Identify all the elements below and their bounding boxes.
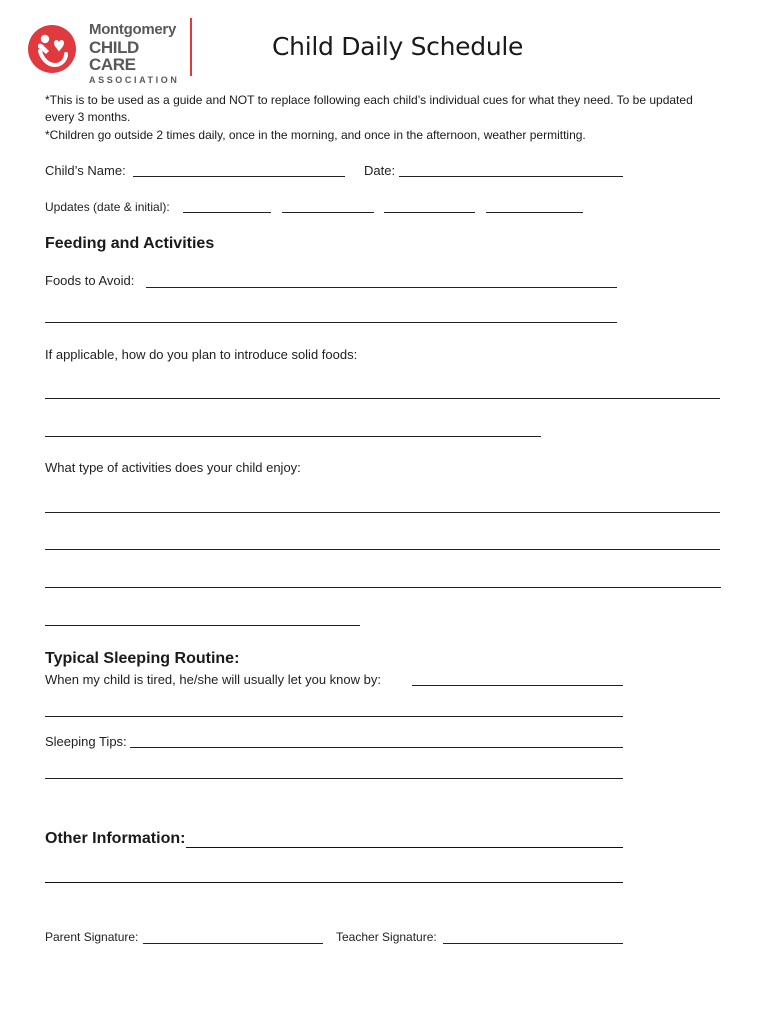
sleeping-heading: Typical Sleeping Routine: <box>45 650 240 667</box>
teacher-signature-field[interactable] <box>443 943 623 944</box>
sleeping-tips-field-2[interactable] <box>45 778 623 779</box>
logo-line-association: ASSOCIATION <box>89 75 180 85</box>
activities-label: What type of activities does your child enjoy: <box>45 460 301 475</box>
guide-note: *This is to be used as a guide and NOT to replace following each child’s individual cues for what they need. To be updated every 3 months. <box>45 93 693 124</box>
activities-field-4[interactable] <box>45 625 360 626</box>
feeding-heading: Feeding and Activities <box>45 235 215 252</box>
other-info-field-2[interactable] <box>45 882 623 883</box>
foods-to-avoid-label: Foods to Avoid: <box>45 273 135 288</box>
childs-name-field[interactable] <box>133 176 345 177</box>
sleeping-tips-field[interactable] <box>130 747 623 748</box>
logo-line-child-care: CHILD CARE <box>89 38 139 74</box>
teacher-signature-label: Teacher Signature: <box>336 930 437 944</box>
activities-field-1[interactable] <box>45 512 720 513</box>
parent-signature-label: Parent Signature: <box>45 930 139 944</box>
childs-name-label: Child’s Name: <box>45 163 126 178</box>
solid-foods-label: If applicable, how do you plan to introduce solid foods: <box>45 347 358 362</box>
foods-to-avoid-field[interactable] <box>146 287 617 288</box>
activities-field-2[interactable] <box>45 549 720 550</box>
tired-field-2[interactable] <box>45 716 623 717</box>
update-field-3[interactable] <box>384 212 475 213</box>
updates-label: Updates (date & initial): <box>45 200 170 214</box>
other-info-field[interactable] <box>186 847 623 848</box>
parent-signature-field[interactable] <box>143 943 323 944</box>
activities-field-3[interactable] <box>45 587 721 588</box>
outside-note: *Children go outside 2 times daily, once in the morning, and once in the afternoon, weather permitting. <box>45 128 586 142</box>
other-info-heading: Other Information: <box>45 830 186 847</box>
update-field-1[interactable] <box>183 212 271 213</box>
solid-foods-field-1[interactable] <box>45 398 720 399</box>
tired-field[interactable] <box>412 685 623 686</box>
date-label: Date: <box>364 163 396 178</box>
page-title: Child Daily Schedule <box>272 32 524 61</box>
update-field-4[interactable] <box>486 212 583 213</box>
logo-wordmark <box>89 22 189 85</box>
tired-label: When my child is tired, he/she will usually let you know by: <box>45 672 381 687</box>
logo-icon <box>27 24 77 74</box>
solid-foods-field-2[interactable] <box>45 436 541 437</box>
update-field-2[interactable] <box>282 212 374 213</box>
logo-line-montgomery: Montgomery <box>89 21 177 38</box>
foods-to-avoid-field-2[interactable] <box>45 322 617 323</box>
logo-divider <box>190 18 192 76</box>
sleeping-tips-label: Sleeping Tips: <box>45 734 127 749</box>
date-field[interactable] <box>399 176 623 177</box>
